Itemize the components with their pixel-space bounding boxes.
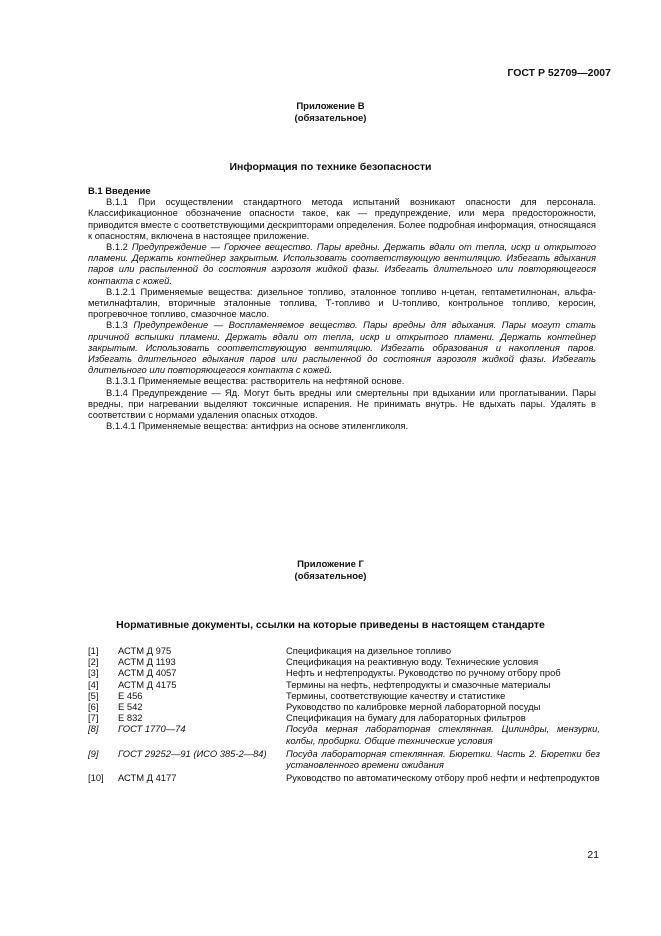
reference-code: Е 542	[118, 701, 143, 713]
reference-row	[88, 712, 600, 723]
reference-number: [2]	[88, 656, 99, 668]
appendix-g-status: (обязательное)	[294, 571, 367, 582]
reference-title: Термины, соответствующие качеству и статистике	[286, 689, 506, 701]
references-list	[88, 645, 600, 783]
reference-title: Руководство по калибровке мерной лабораторной посуды	[286, 701, 541, 713]
reference-row	[88, 645, 600, 656]
page-number: 21	[587, 849, 599, 861]
appendix-b-title-block	[0, 101, 661, 125]
reference-row	[88, 748, 600, 770]
reference-number: [1]	[88, 645, 99, 656]
reference-title: Спецификация на бумагу для лабораторных фильтров	[286, 712, 526, 724]
section-subheading: В.1 Введение	[88, 185, 151, 196]
reference-number: [9]	[88, 747, 99, 759]
reference-title: Нефть и нефтепродукты. Руководство по ручному отбору проб	[286, 667, 561, 679]
reference-row	[88, 701, 600, 712]
reference-number: [4]	[88, 678, 99, 690]
paragraph-b-1-1: В.1.1 При осуществлении стандартного метода испытаний возникают опасности для персонала. Классификационное обозначение опасности такое, как — предупреждение, или мера предосторожности, приводится вместе с соответствующими дескрипторами определения. Более подробная информация, относящаяся к опасностям, включена в настоящее приложение.	[88, 196, 596, 241]
document-code: ГОСТ Р 52709—2007	[507, 67, 611, 79]
reference-code: АСТМ Д 975	[118, 645, 172, 656]
reference-row	[88, 656, 600, 667]
reference-number: [6]	[88, 701, 99, 713]
reference-row	[88, 772, 600, 783]
reference-code: ГОСТ 1770—74	[118, 723, 186, 735]
reference-row	[88, 723, 600, 745]
paragraph-b-1-2-1: В.1.2.1 Применяемые вещества: дизельное топливо, эталонное топливо н-цетан, гептаметилнонан, альфа-метилнафталин, вторичные эталонные топлива, Т-топливо и U-топливо, контрольное топливо, керосин, прогревочное топливо, смазочное масло.	[88, 285, 596, 320]
paragraph-b-1-2-warning: Предупреждение — Горючее вещество. Пары вредны. Держать вдали от тепла, искр и открытого пламени. Держать контейнер закрытым. Использовать соответствующую вентиляцию. Избегать вдыхания паров или распыленной до состояния аэрозоля жидкой фазы. Избегать длительного или повторяющегося контакта с кожей.	[88, 241, 596, 286]
reference-code: АСТМ Д 4057	[118, 667, 177, 679]
appendix-b-body	[88, 185, 596, 431]
reference-title: Спецификация на реактивную воду. Технические условия	[286, 656, 539, 668]
reference-title: Руководство по автоматическому отбору проб нефти и нефтепродуктов	[286, 772, 600, 784]
paragraph-b-1-2-lead: В.1.2	[106, 241, 132, 253]
reference-code: АСТМ Д 4175	[118, 678, 177, 690]
reference-number: [7]	[88, 712, 99, 724]
paragraph-b-1-3	[88, 319, 596, 375]
paragraph-b-1-3-lead: В.1.3	[106, 319, 134, 331]
reference-code: АСТМ Д 1193	[118, 656, 176, 668]
appendix-b-status: (обязательное)	[294, 113, 367, 124]
reference-row	[88, 690, 600, 701]
appendix-b-title: Приложение В	[296, 101, 365, 112]
paragraph-b-1-3-warning: Предупреждение — Воспламеняемое вещество. Пары вредны для вдыхания. Пары могут стать причиной вспышки пламени. Держать вдали от тепла, искр и открытого пламени. Держать контейнер закрытым. Использовать соответствующую вентиляцию. Избегать образования и накопления паров. Избегать длительного вдыхания паров или распыленной до состояния аэрозоля жидкой фазы. Избегать длительного или повторяющегося контакта с кожей.	[88, 319, 597, 376]
reference-row	[88, 667, 600, 678]
appendix-b-heading: Информация по технике безопасности	[229, 161, 432, 173]
paragraph-b-1-4-1: В.1.4.1 Применяемые вещества: антифриз на основе этиленгликоля.	[106, 420, 409, 432]
reference-number: [8]	[88, 723, 99, 735]
paragraph-b-1-2	[88, 241, 596, 286]
reference-title: Спецификация на дизельное топливо	[286, 645, 452, 656]
reference-number: [10]	[88, 772, 104, 784]
reference-code: Е 832	[118, 712, 143, 724]
reference-number: [5]	[88, 689, 99, 701]
reference-code: АСТМ Д 4177	[118, 772, 177, 784]
appendix-g-title-block	[0, 559, 661, 583]
reference-number: [3]	[88, 667, 99, 679]
reference-row	[88, 679, 600, 690]
paragraph-b-1-4: В.1.4 Предупреждение — Яд. Могут быть вредны или смертельны при вдыхании или проглатывании. Пары вредны, при нагревании выделяют токсичные испарения. Не принимать внутрь. Не вдыхать пары. Удалять в соответствии с нормами удаления опасных отходов.	[88, 386, 596, 421]
reference-title: Посуда лабораторная стеклянная. Бюретки. Часть 2. Бюретки без установленного времени ожидания	[286, 747, 600, 771]
paragraph-b-1-3-1: В.1.3.1 Применяемые вещества: растворитель на нефтяной основе.	[106, 375, 405, 387]
appendix-g-heading: Нормативные документы, ссылки на которые приведены в настоящем стандарте	[116, 619, 545, 631]
reference-code: ГОСТ 29252—91 (ИСО 385-2—84)	[118, 747, 267, 759]
appendix-g-title: Приложение Г	[297, 559, 364, 570]
reference-code: Е 456	[118, 689, 143, 701]
reference-title: Посуда мерная лабораторная стеклянная. Цилиндры, мензурки, колбы, пробирки. Общие технические условия	[286, 723, 600, 746]
reference-title: Термины на нефть, нефтепродукты и смазочные материалы	[286, 678, 551, 690]
